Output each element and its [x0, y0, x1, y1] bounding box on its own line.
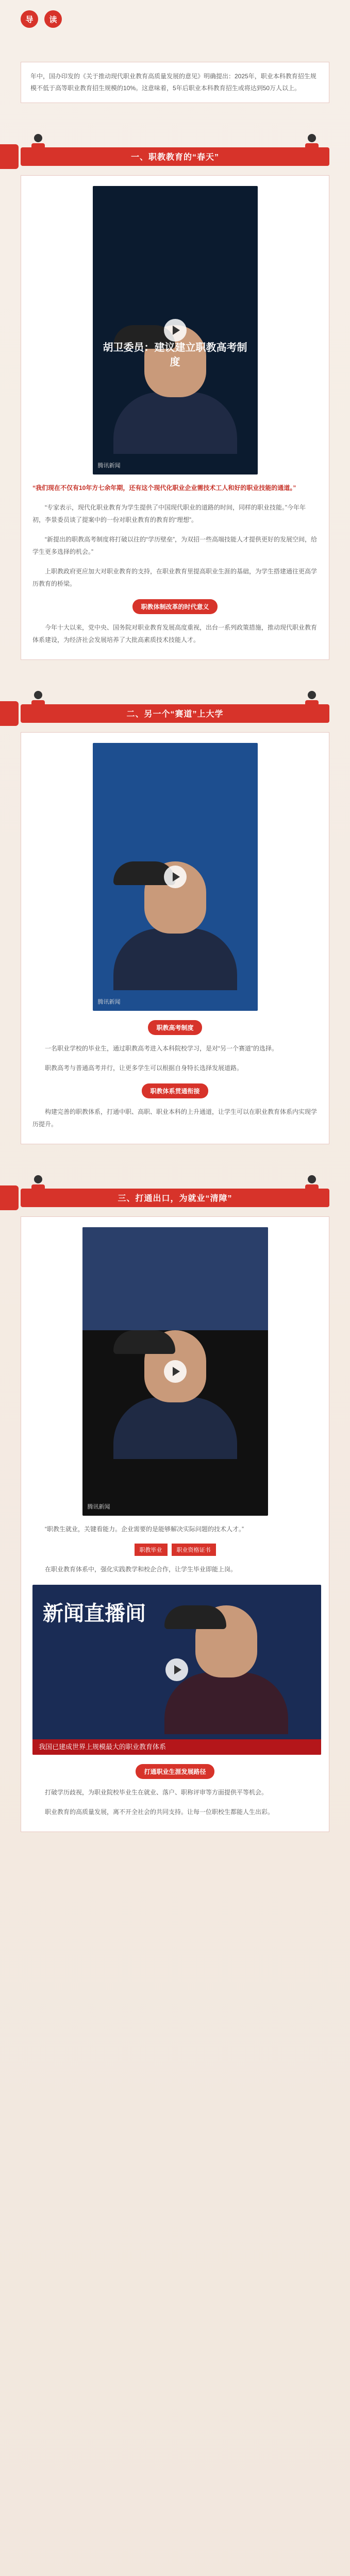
video-source: 腾讯新闻 [97, 998, 121, 1005]
section-1-paragraph: “新提出的职教高考制度将打破以往的“学历壁垒”，为双招一些高端技能人才提供更好的发展空间，给学生更多选择的机会。” [32, 535, 317, 555]
guide-header [21, 10, 329, 28]
section-2-paragraph: 职教高考与普通高考并行，让更多学生可以根据自身特长选择发展道路。 [45, 1064, 243, 1072]
section-tab-decoration [0, 701, 19, 726]
section-3-title-bar [21, 1189, 329, 1207]
section-2-header [0, 686, 350, 732]
video-player[interactable] [82, 1227, 268, 1516]
section-1-card [21, 175, 329, 660]
section-3-pill: 打通职业生涯发展路径 [136, 1764, 214, 1779]
section-2-pill-2: 职教体系贯通衔接 [142, 1083, 208, 1098]
section-3-title: 三、打通出口，为就业“清障” [118, 1194, 232, 1204]
section-3-paragraph: 在职业教育体系中，强化实践教学和校企合作，让学生毕业即能上岗。 [45, 1565, 237, 1573]
section-1 [0, 129, 350, 660]
play-icon[interactable] [164, 866, 187, 888]
news-ticker: 我国已建成世界上规模最大的职业教育体系 [32, 1739, 321, 1755]
section-1-title-bar [21, 147, 329, 166]
section-tab-decoration [0, 1185, 19, 1210]
video-player[interactable] [93, 186, 258, 474]
play-icon[interactable] [164, 1360, 187, 1383]
section-1-header [0, 129, 350, 175]
section-1-paragraph: “专家表示，现代化职业教育为学生提供了中国现代职业的道路的时间，同样的职业技能。”今年年初，李景委员谈了提案中的一份对职业教育的教育的“理想”。 [32, 503, 306, 523]
intro-text: 年中，国办印发的《关于推动现代职业教育高质量发展的意见》明确提出：2025年，职业本科教育招生规模不低于高等职业教育招生规模的10%。这意味着，5年后职业本科教育招生或将达到50万人以上。 [30, 73, 316, 92]
intro-box [21, 62, 329, 103]
section-3-closing: 职业教育的高质量发展，离不开全社会的共同支持。让每一位职校生都能人生出彩。 [45, 1808, 274, 1816]
speaker-figure [113, 1330, 237, 1459]
video-source: 腾讯新闻 [97, 462, 121, 469]
tag: 职业资格证书 [172, 1544, 216, 1556]
video-player[interactable] [93, 743, 258, 1011]
play-icon[interactable] [164, 319, 187, 342]
section-3-card [21, 1216, 329, 1832]
section-3-paragraph: “职教生就业，关键看能力。企业需要的是能够解决实际问题的技术人才。” [45, 1525, 244, 1533]
section-2 [0, 686, 350, 1144]
section-2-card [21, 732, 329, 1144]
guide-char-right: 读 [44, 10, 62, 28]
top-banner [0, 0, 350, 62]
section-1-red-intro: “我们现在不仅有10年方七余年期，还有这个现代化职业企业需技术工人和好的职业技能的通道。” [32, 484, 296, 492]
section-2-closing: 构建完善的职教体系，打通中职、高职、职业本科的上升通道，让学生可以在职业教育体系内实现学历提升。 [32, 1108, 318, 1128]
section-2-title: 二、另一个“赛道”上大学 [126, 710, 224, 719]
section-3-header [0, 1170, 350, 1216]
news-video-player[interactable] [32, 1585, 321, 1755]
section-1-title: 一、职教教育的“春天” [130, 153, 219, 162]
video-source: 腾讯新闻 [87, 1503, 110, 1510]
section-2-title-bar [21, 704, 329, 723]
section-1-closing: 今年十大以来，党中央、国务院对职业教育发展高度重视，出台一系列政策措施，推动现代职业教育体系建设，为经济社会发展培养了大批高素质技术技能人才。 [32, 623, 318, 643]
section-3 [0, 1170, 350, 1832]
tag: 职教毕业 [135, 1544, 168, 1556]
section-3-paragraph: 打破学历歧视，为职业院校毕业生在就业、落户、职称评审等方面提供平等机会。 [45, 1788, 268, 1796]
guide-char-left: 导 [21, 10, 38, 28]
play-icon[interactable] [165, 1658, 188, 1681]
section-1-paragraph: 上职教政府更应加大对职业教育的支持，在职业教育里提高职业生涯的基础，为学生搭建通往更高学历教育的桥梁。 [32, 567, 318, 587]
section-1-pill: 职教体制改革的时代意义 [132, 599, 217, 614]
section-tab-decoration [0, 144, 19, 169]
tag-row [32, 1544, 318, 1556]
video-overlay-text: 胡卫委员：建议建立职教高考制度 [103, 342, 247, 368]
section-2-pill: 职教高考制度 [148, 1020, 202, 1035]
news-banner: 新闻直播间 [43, 1602, 146, 1625]
section-2-paragraph: 一名职业学校的毕业生，通过职教高考进入本科院校学习，是对“另一个赛道”的选择。 [45, 1044, 278, 1052]
press-backdrop [82, 1227, 268, 1330]
